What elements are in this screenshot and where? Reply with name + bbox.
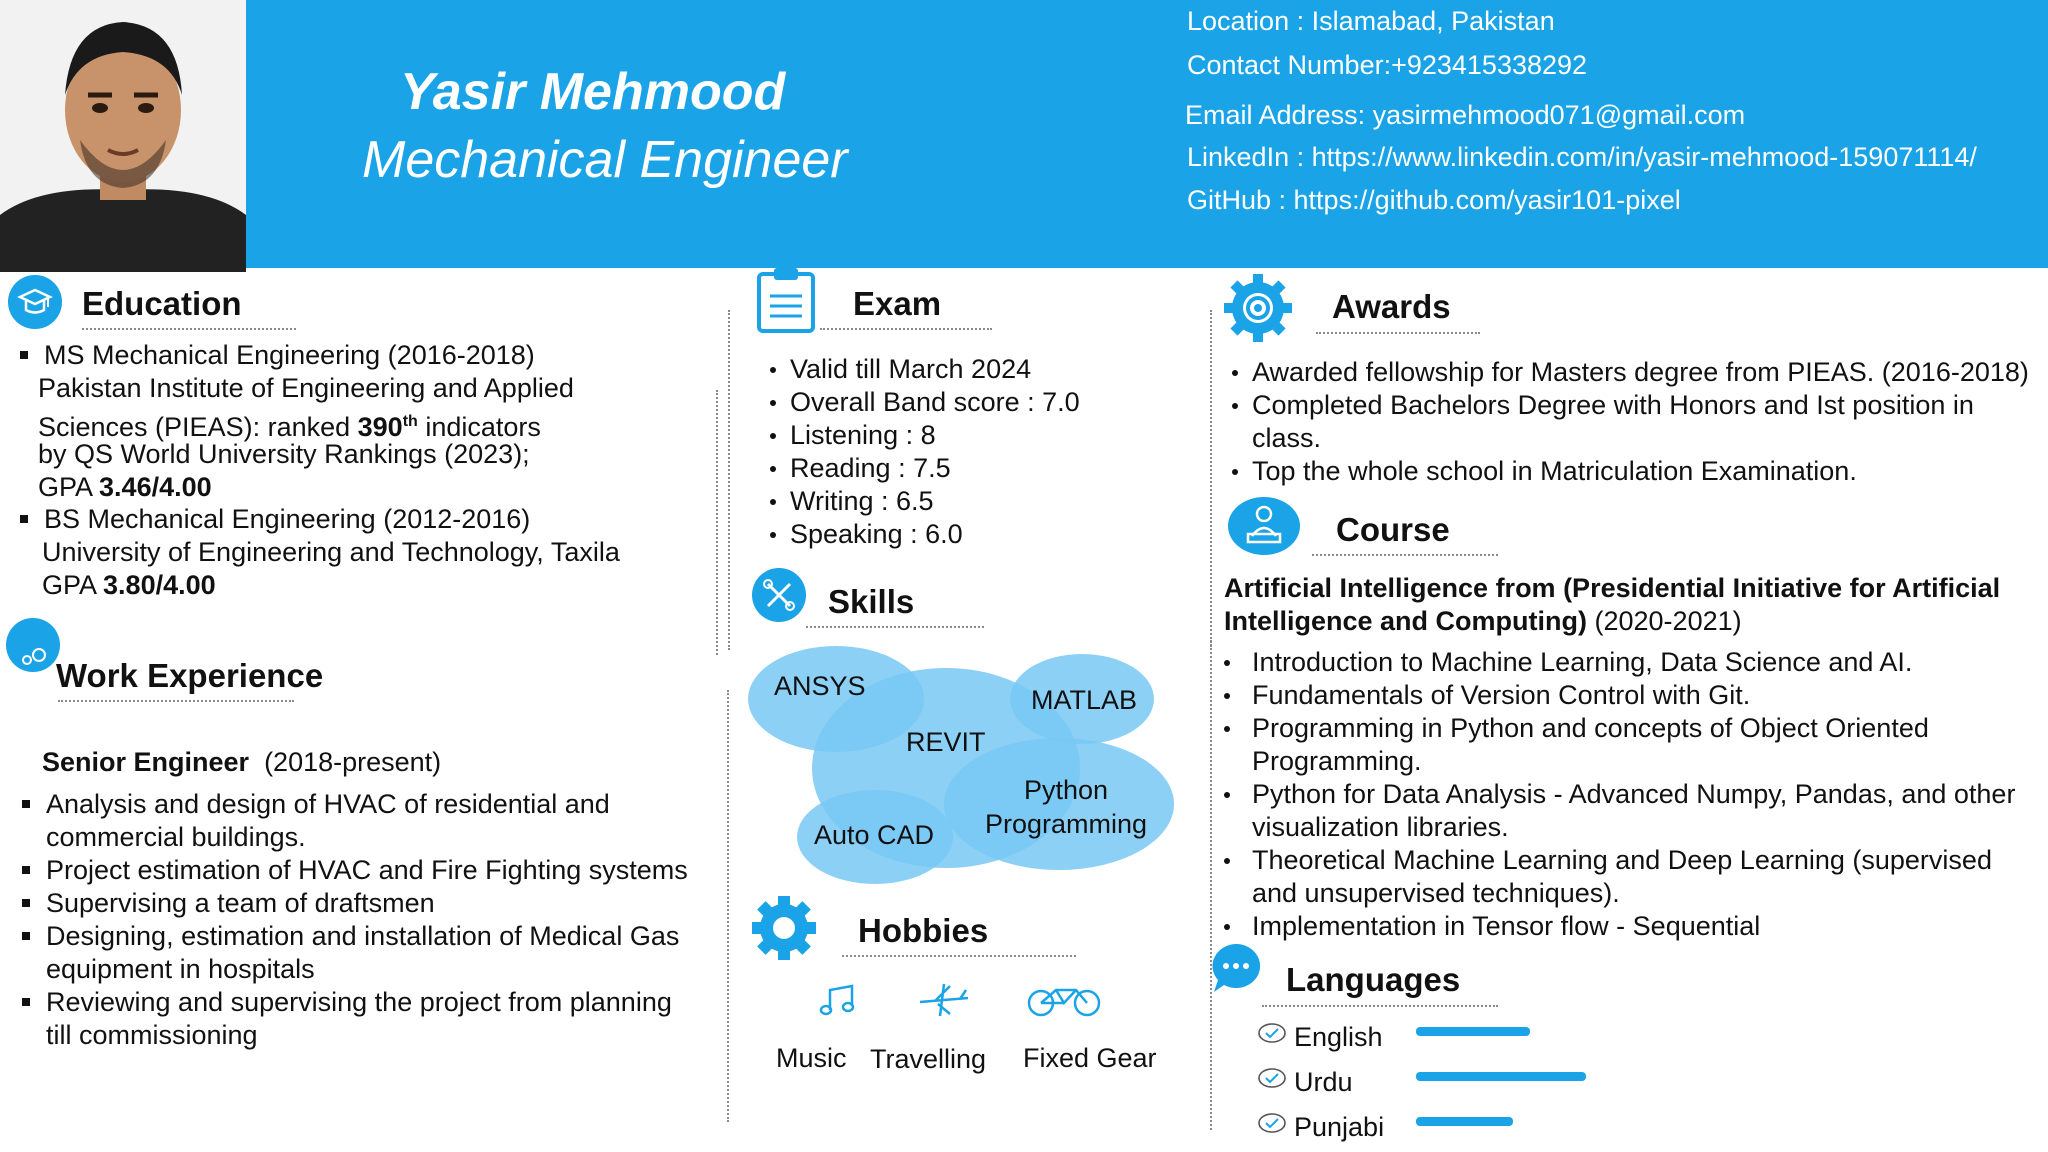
- work-duty: Analysis and design of HVAC of residential and commercial buildings.: [16, 788, 688, 854]
- award-badge-icon: [1222, 272, 1294, 349]
- exam-title: Exam: [853, 285, 942, 322]
- airplane-icon: [916, 980, 972, 1025]
- languages-underline: [1262, 1005, 1498, 1007]
- education-institution-ms: Pakistan Institute of Engineering and Applied: [38, 373, 574, 403]
- course-heading-line1: Artificial Intelligence from (Presidential Initiative for Artificial: [1224, 573, 2001, 603]
- skills-title: Skills: [828, 583, 915, 620]
- column-divider-left-top: [728, 310, 730, 650]
- skills-underline: [806, 626, 984, 628]
- work-underline: [58, 700, 294, 702]
- language-bar-punjabi: [1416, 1117, 1513, 1126]
- education-rank: 390: [357, 412, 403, 442]
- check-icon: [1258, 1022, 1286, 1049]
- course-topic: Introduction to Machine Learning, Data Science and AI.: [1218, 646, 2015, 679]
- job-title: Mechanical Engineer: [362, 131, 848, 189]
- hobby-music: Music: [776, 1043, 847, 1073]
- hobby-fixed-gear: Fixed Gear: [1023, 1043, 1157, 1073]
- graduation-cap-icon: [8, 275, 62, 334]
- column-divider-left-inner: [716, 390, 718, 655]
- column-divider-right-top: [1210, 310, 1212, 650]
- column-divider-left-bottom: [727, 690, 729, 1122]
- work-duty: Designing, estimation and installation of Medical Gas equipment in hospitals: [16, 920, 688, 986]
- education-gpa-ms: GPA 3.46/4.00: [38, 472, 212, 502]
- exam-item: Speaking : 6.0: [764, 518, 1080, 551]
- course-topic: Theoretical Machine Learning and Deep Learning (supervised and unsupervised techniques).: [1218, 844, 2015, 910]
- chat-bubble-icon: [1210, 942, 1262, 1001]
- awards-title: Awards: [1332, 288, 1451, 325]
- course-topic: Python for Data Analysis - Advanced Numpy, Pandas, and other visualization libraries.: [1218, 778, 2015, 844]
- exam-item: Valid till March 2024: [764, 353, 1080, 386]
- awards-list: [1226, 356, 2029, 488]
- check-icon: [1258, 1112, 1286, 1139]
- contact-location: Location : Islamabad, Pakistan: [1187, 6, 1555, 36]
- education-institution-bs: University of Engineering and Technology, Taxila: [42, 537, 620, 567]
- education-underline: [82, 328, 296, 330]
- clipboard-icon: [756, 266, 816, 339]
- work-role: Senior Engineer (2018-present): [42, 747, 442, 777]
- exam-list: [764, 353, 1080, 551]
- skill-python: Python: [1024, 775, 1109, 805]
- header-banner: [0, 0, 2048, 268]
- tools-icon: [752, 568, 806, 627]
- language-bar-urdu: [1416, 1072, 1586, 1081]
- education-entry-bs: [14, 503, 530, 536]
- language-urdu: Urdu: [1294, 1067, 1353, 1097]
- teacher-laptop-icon: [1228, 496, 1300, 561]
- skill-ansys: ANSYS: [774, 671, 866, 701]
- languages-title: Languages: [1286, 961, 1461, 998]
- skill-revit: REVIT: [906, 727, 986, 757]
- education-ranking-source: by QS World University Rankings (2023);: [38, 439, 530, 469]
- education-gpa-bs: GPA 3.80/4.00: [42, 570, 216, 600]
- skill-matlab: MATLAB: [1031, 685, 1138, 715]
- course-topics-list: [1218, 646, 2015, 943]
- exam-item: Overall Band score : 7.0: [764, 386, 1080, 419]
- award-item: Completed Bachelors Degree with Honors and Ist position in class.: [1226, 389, 2029, 455]
- candidate-name: Yasir Mehmood: [400, 63, 786, 121]
- bicycle-icon: [1026, 984, 1102, 1023]
- education-rank-line: Sciences (PIEAS): ranked 390th indicators: [38, 412, 541, 442]
- course-underline: [1312, 554, 1498, 556]
- column-divider-right-bottom: [1210, 640, 1212, 1130]
- skill-autocad: Auto CAD: [814, 820, 935, 850]
- course-topic: Fundamentals of Version Control with Git.: [1218, 679, 2015, 712]
- skill-programming: Programming: [985, 809, 1148, 839]
- work-duties-list: [16, 788, 688, 1052]
- music-icon: [818, 982, 862, 1023]
- education-entry-ms: [14, 339, 535, 372]
- work-duty: Project estimation of HVAC and Fire Fighting systems: [16, 854, 688, 887]
- education-degree-ms: MS Mechanical Engineering (2016-2018): [14, 339, 535, 372]
- exam-underline: [820, 328, 992, 330]
- hobbies-underline: [842, 955, 1076, 957]
- work-experience-title: Work Experience: [56, 657, 324, 694]
- contact-linkedin[interactable]: LinkedIn : https://www.linkedin.com/in/yasir-mehmood-159071114/: [1187, 142, 1977, 172]
- course-topic: Implementation in Tensor flow - Sequential: [1218, 910, 2015, 943]
- education-title: Education: [82, 285, 242, 322]
- hobbies-title: Hobbies: [858, 912, 989, 949]
- work-duty: Supervising a team of draftsmen: [16, 887, 688, 920]
- course-topic: Programming in Python and concepts of Object Oriented Programming.: [1218, 712, 2015, 778]
- work-duty: Reviewing and supervising the project from planning till commissioning: [16, 986, 688, 1052]
- exam-item: Reading : 7.5: [764, 452, 1080, 485]
- exam-item: Writing : 6.5: [764, 485, 1080, 518]
- course-heading-line2: Intelligence and Computing) (2020-2021): [1224, 606, 1742, 636]
- course-title: Course: [1336, 511, 1450, 548]
- contact-github[interactable]: GitHub : https://github.com/yasir101-pixel: [1187, 185, 1681, 215]
- exam-item: Listening : 8: [764, 419, 1080, 452]
- education-degree-bs: BS Mechanical Engineering (2012-2016): [14, 503, 530, 536]
- contact-phone: Contact Number:+923415338292: [1187, 50, 1588, 80]
- hobby-travelling: Travelling: [870, 1044, 987, 1074]
- awards-underline: [1316, 332, 1480, 334]
- briefcase-gear-icon: [6, 618, 60, 677]
- language-punjabi: Punjabi: [1294, 1112, 1385, 1142]
- award-item: Awarded fellowship for Masters degree from PIEAS. (2016-2018): [1226, 356, 2029, 389]
- gear-icon: [748, 892, 820, 969]
- award-item: Top the whole school in Matriculation Examination.: [1226, 455, 2029, 488]
- language-english: English: [1294, 1022, 1383, 1052]
- profile-photo: [0, 0, 246, 272]
- language-bar-english: [1416, 1027, 1530, 1036]
- contact-email[interactable]: Email Address: yasirmehmood071@gmail.com: [1185, 100, 1746, 130]
- check-icon: [1258, 1067, 1286, 1094]
